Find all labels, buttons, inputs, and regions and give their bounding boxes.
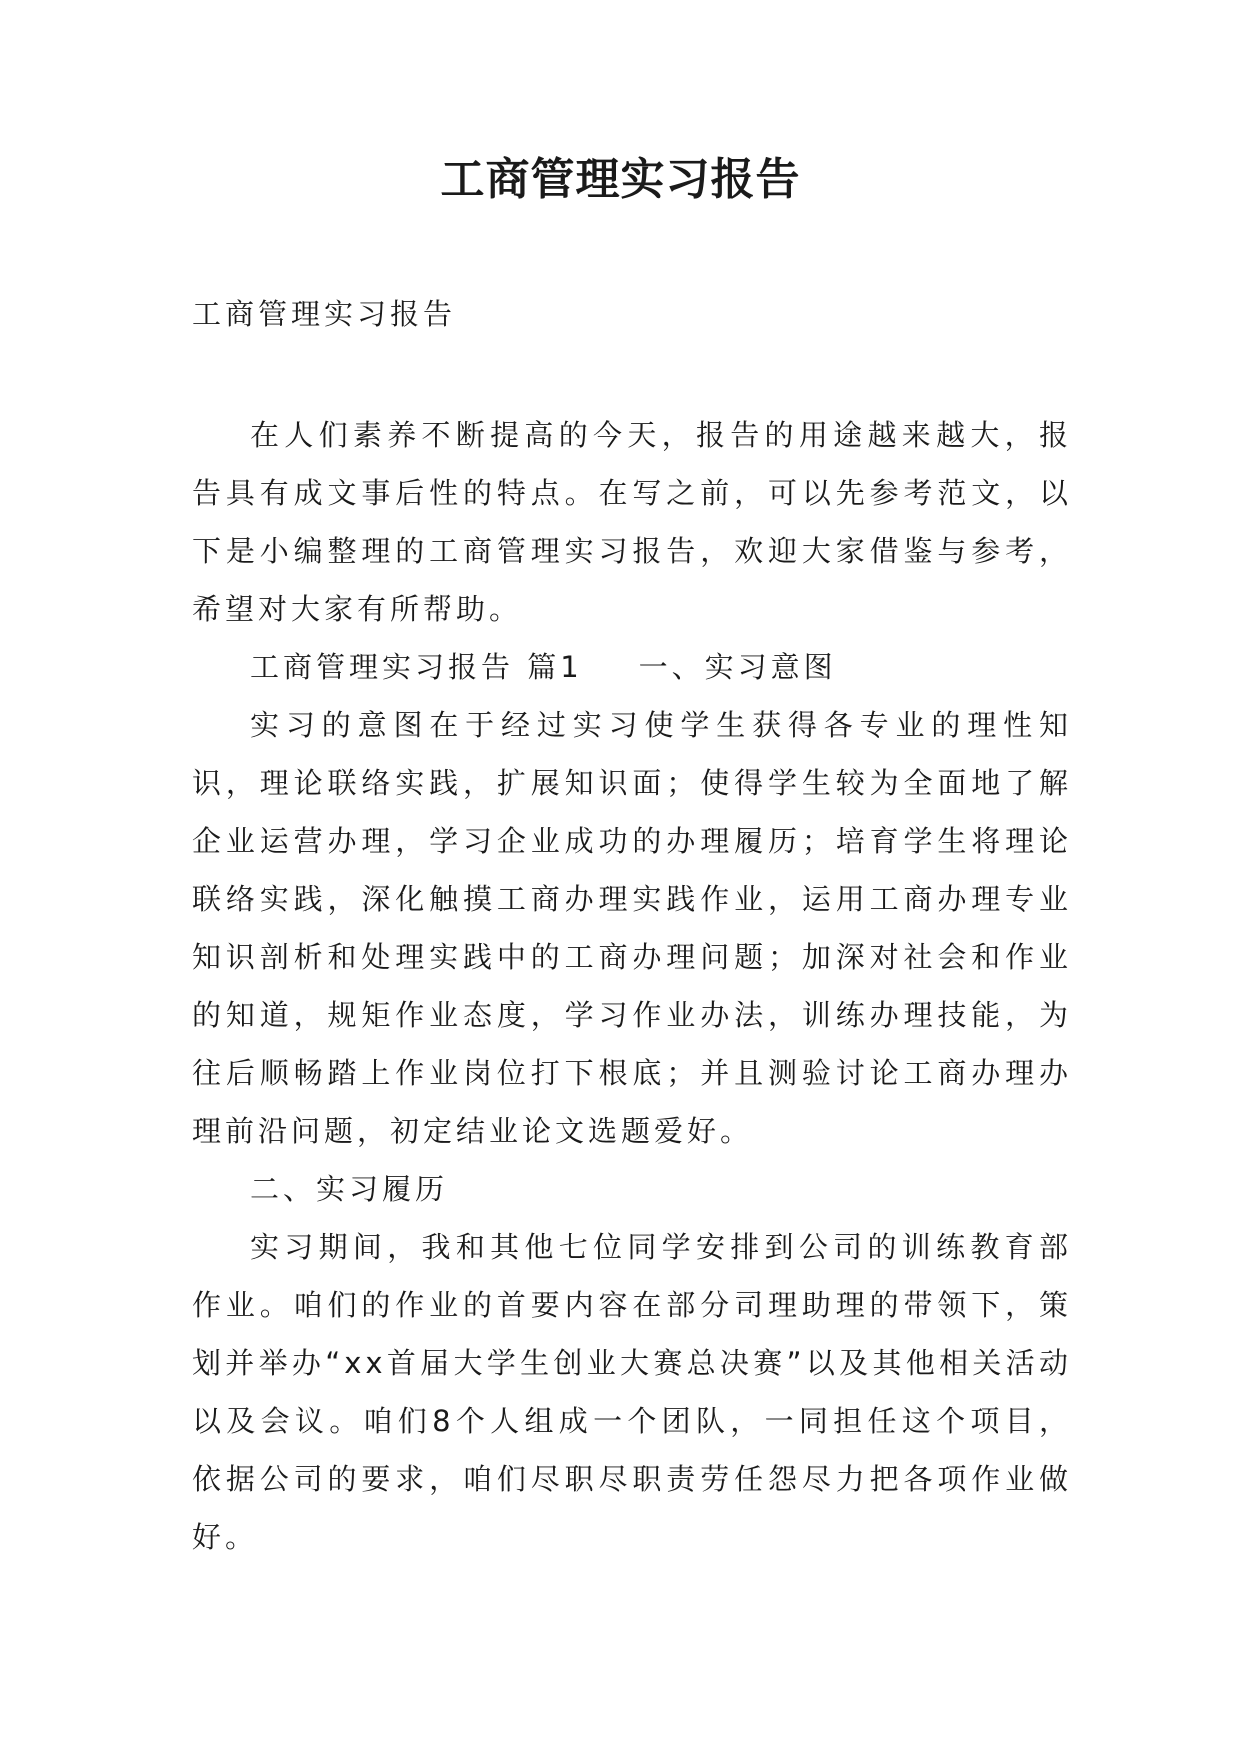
part-line	[192, 638, 1072, 696]
document-body	[192, 406, 1072, 1566]
intro-paragraph: 在人们素养不断提高的今天，报告的用途越来越大，报告具有成文事后性的特点。在写之前，可以先参考范文，以下是小编整理的工商管理实习报告，欢迎大家借鉴与参考，希望对大家有所帮助。	[192, 418, 1072, 626]
document-title: 工商管理实习报告	[440, 154, 801, 205]
section2-heading: 二、实习履历	[250, 1172, 449, 1206]
part-label: 工商管理实习报告 篇1	[250, 650, 583, 684]
section1-paragraph: 实习的意图在于经过实习使学生获得各专业的理性知识，理论联络实践，扩展知识面；使得学生较为全面地了解企业运营办理，学习企业成功的办理履历；培育学生将理论联络实践，深化触摸工商办理实践作业，运用工商办理专业知识剖析和处理实践中的工商办理问题；加深对社会和作业的知道，规矩作业态度，学习作业办法，训练办理技能，为往后顺畅踏上作业岗位打下根底；并且测验讨论工商办理办理前沿问题，初定结业论文选题爱好。	[192, 708, 1072, 1148]
document-subheading: 工商管理实习报告	[192, 297, 457, 331]
section1-heading: 一、实习意图	[638, 650, 837, 684]
section2-paragraph: 实习期间，我和其他七位同学安排到公司的训练教育部作业。咱们的作业的首要内容在部分司理助理的带领下，策划并举办“xx首届大学生创业大赛总决赛”以及其他相关活动以及会议。咱们8个人组成一个团队，一同担任这个项目，依据公司的要求，咱们尽职尽职责劳任怨尽力把各项作业做好。	[192, 1230, 1072, 1554]
